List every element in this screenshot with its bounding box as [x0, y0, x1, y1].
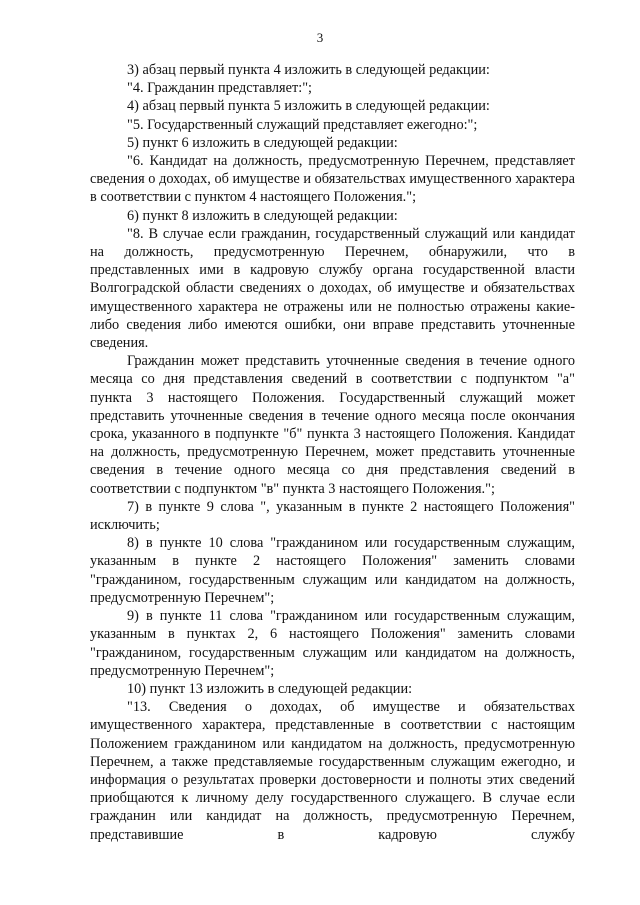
page-number: 3 [316, 30, 324, 45]
paragraph: "13. Сведения о доходах, об имуществе и обязательствах имущественного характера, представленные в соответствии с настоящим Положением гражданином или кандидатом на должность, предусмотренную Перечнем, а также представляемые государственным служащим ежегодно, и информация о результатах проверки достоверности и полноты этих сведений приобщаются к личному делу государственного служащего. В случае если гражданин или кандидат на должность, предусмотренную Перечнем, представившие в кадровую службу [90, 699, 575, 843]
paragraph: "8. В случае если гражданин, государственный служащий или кандидат на должность, предусмотренную Перечнем, обнаружили, что в представленных ими в кадровую службу органа государственной власти Волгоградской области сведениях о доходах, об имуществе и обязательствах имущественного характера не отражены или не полностью отражены какие-либо сведения либо имеются ошибки, они вправе представить уточненные сведения. [90, 225, 575, 352]
paragraph: Гражданин может представить уточненные сведения в течение одного месяца со дня представления сведений в соответствии с подпунктом "а" пункта 3 настоящего Положения. Государственный служащий может представить уточненные сведения в течение одного месяца после окончания срока, указанного в подпункте "б" пункта 3 настоящего Положения. Кандидат на должность, предусмотренную Перечнем, может представить уточненные сведения в течение одного месяца со дня представления сведений в соответствии с подпунктом "в" пункта 3 настоящего Положения."; [90, 353, 575, 497]
paragraph: 3) абзац первый пункта 4 изложить в следующей редакции: [127, 62, 490, 78]
paragraph: "4. Гражданин представляет:"; [127, 80, 313, 97]
paragraph: 9) в пункте 11 слова "гражданином или государственным служащим, указанным в пунктах 2, 6 настоящего Положения" заменить словами "гражданином, государственным служащим или кандидатом на должность, предусмотренную Перечнем"; [90, 608, 575, 679]
paragraph: 8) в пункте 10 слова "гражданином или государственным служащим, указанным в пункте 2 настоящего Положения" заменить словами "гражданином, государственным служащим или кандидатом на должность, предусмотренную Перечнем"; [90, 535, 575, 606]
paragraph: "5. Государственный служащий представляет ежегодно:"; [127, 116, 478, 133]
paragraph: "6. Кандидат на должность, предусмотренную Перечнем, представляет сведения о доходах, об имуществе и обязательствах имущественного характера в соответствии с пунктом 4 настоящего Положения."; [90, 153, 575, 206]
document-body [90, 61, 575, 844]
paragraph: 6) пункт 8 изложить в следующей редакции: [127, 207, 398, 224]
paragraph: 4) абзац первый пункта 5 изложить в следующей редакции: [127, 98, 490, 115]
paragraph: 5) пункт 6 изложить в следующей редакции: [127, 134, 398, 151]
paragraph: 7) в пункте 9 слова ", указанным в пункте 2 настоящего Положения" исключить; [90, 498, 575, 534]
paragraph: 10) пункт 13 изложить в следующей редакции: [127, 680, 413, 697]
